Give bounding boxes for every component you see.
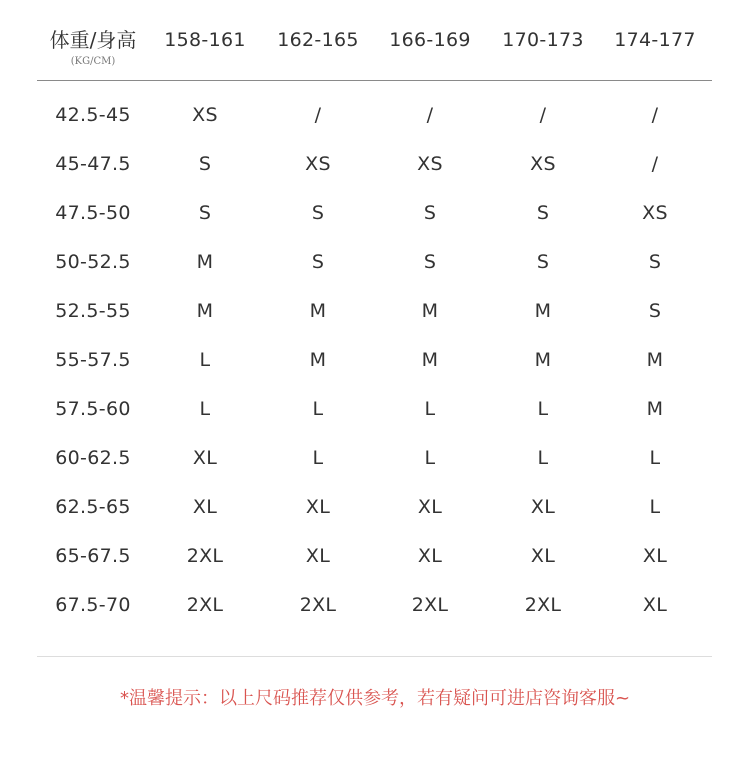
weight-cell: 60-62.5 <box>55 447 131 469</box>
size-cell: S <box>648 300 662 322</box>
size-cell: 2XL <box>299 594 337 616</box>
weight-cell: 62.5-65 <box>55 496 131 518</box>
size-cell: M <box>196 251 214 273</box>
weight-cell: 50-52.5 <box>55 251 131 273</box>
size-cell: S <box>536 202 550 224</box>
size-cell: 2XL <box>186 545 224 567</box>
size-cell: XL <box>305 545 331 567</box>
corner-header <box>37 22 149 68</box>
table-row <box>37 492 712 522</box>
size-cell: XS <box>417 153 443 175</box>
size-cell: XL <box>530 496 556 518</box>
height-column-header: 158-161 <box>164 29 246 51</box>
weight-cell: 67.5-70 <box>55 594 131 616</box>
height-column-header: 174-177 <box>614 29 696 51</box>
weight-cell: 42.5-45 <box>55 104 131 126</box>
size-cell: / <box>651 153 659 175</box>
size-cell: M <box>646 398 664 420</box>
size-cell: / <box>426 104 434 126</box>
size-cell: M <box>421 349 439 371</box>
table-row <box>37 100 712 130</box>
table-row <box>37 247 712 277</box>
footer-divider <box>37 656 712 657</box>
header-divider <box>37 80 712 81</box>
size-cell: M <box>196 300 214 322</box>
size-cell: / <box>539 104 547 126</box>
size-cell: L <box>649 496 661 518</box>
weight-cell: 57.5-60 <box>55 398 131 420</box>
size-cell: L <box>199 349 211 371</box>
height-column-header: 166-169 <box>389 29 471 51</box>
corner-unit: (KG/CM) <box>70 56 116 67</box>
corner-title: 体重/身高 <box>49 28 137 52</box>
weight-cell: 65-67.5 <box>55 545 131 567</box>
size-cell: XL <box>642 594 668 616</box>
size-cell: XL <box>642 545 668 567</box>
size-cell: XL <box>530 545 556 567</box>
size-cell: M <box>646 349 664 371</box>
size-cell: XL <box>192 447 218 469</box>
size-cell: XL <box>305 496 331 518</box>
size-cell: XS <box>642 202 668 224</box>
size-cell: / <box>314 104 322 126</box>
size-cell: 2XL <box>186 594 224 616</box>
size-cell: L <box>199 398 211 420</box>
size-cell: S <box>198 153 212 175</box>
weight-cell: 55-57.5 <box>55 349 131 371</box>
size-cell: XL <box>417 545 443 567</box>
size-cell: S <box>198 202 212 224</box>
table-row <box>37 296 712 326</box>
table-row <box>37 443 712 473</box>
size-cell: S <box>311 202 325 224</box>
size-chart <box>37 0 712 764</box>
height-column-header: 170-173 <box>502 29 584 51</box>
size-cell: S <box>311 251 325 273</box>
tip-note: *温馨提示：以上尺码推荐仅供参考，若有疑问可进店咨询客服~ <box>119 688 631 709</box>
weight-cell: 52.5-55 <box>55 300 131 322</box>
table-row <box>37 590 712 620</box>
size-cell: M <box>421 300 439 322</box>
size-cell: S <box>423 251 437 273</box>
size-cell: M <box>309 349 327 371</box>
weight-cell: 45-47.5 <box>55 153 131 175</box>
size-cell: XS <box>530 153 556 175</box>
size-cell: L <box>537 447 549 469</box>
table-row <box>37 198 712 228</box>
table-row <box>37 394 712 424</box>
size-cell: XL <box>417 496 443 518</box>
table-row <box>37 149 712 179</box>
size-cell: L <box>424 447 436 469</box>
size-cell: S <box>423 202 437 224</box>
size-cell: L <box>424 398 436 420</box>
size-cell: XS <box>192 104 218 126</box>
size-chart-header <box>37 22 712 72</box>
size-cell: 2XL <box>411 594 449 616</box>
size-cell: L <box>312 398 324 420</box>
size-cell: L <box>537 398 549 420</box>
weight-cell: 47.5-50 <box>55 202 131 224</box>
size-cell: / <box>651 104 659 126</box>
table-row <box>37 345 712 375</box>
size-cell: S <box>536 251 550 273</box>
size-cell: M <box>534 300 552 322</box>
size-cell: S <box>648 251 662 273</box>
size-cell: 2XL <box>524 594 562 616</box>
size-cell: XS <box>305 153 331 175</box>
size-cell: M <box>534 349 552 371</box>
size-cell: L <box>312 447 324 469</box>
size-cell: L <box>649 447 661 469</box>
size-cell: M <box>309 300 327 322</box>
height-column-header: 162-165 <box>277 29 359 51</box>
table-row <box>37 541 712 571</box>
size-cell: XL <box>192 496 218 518</box>
